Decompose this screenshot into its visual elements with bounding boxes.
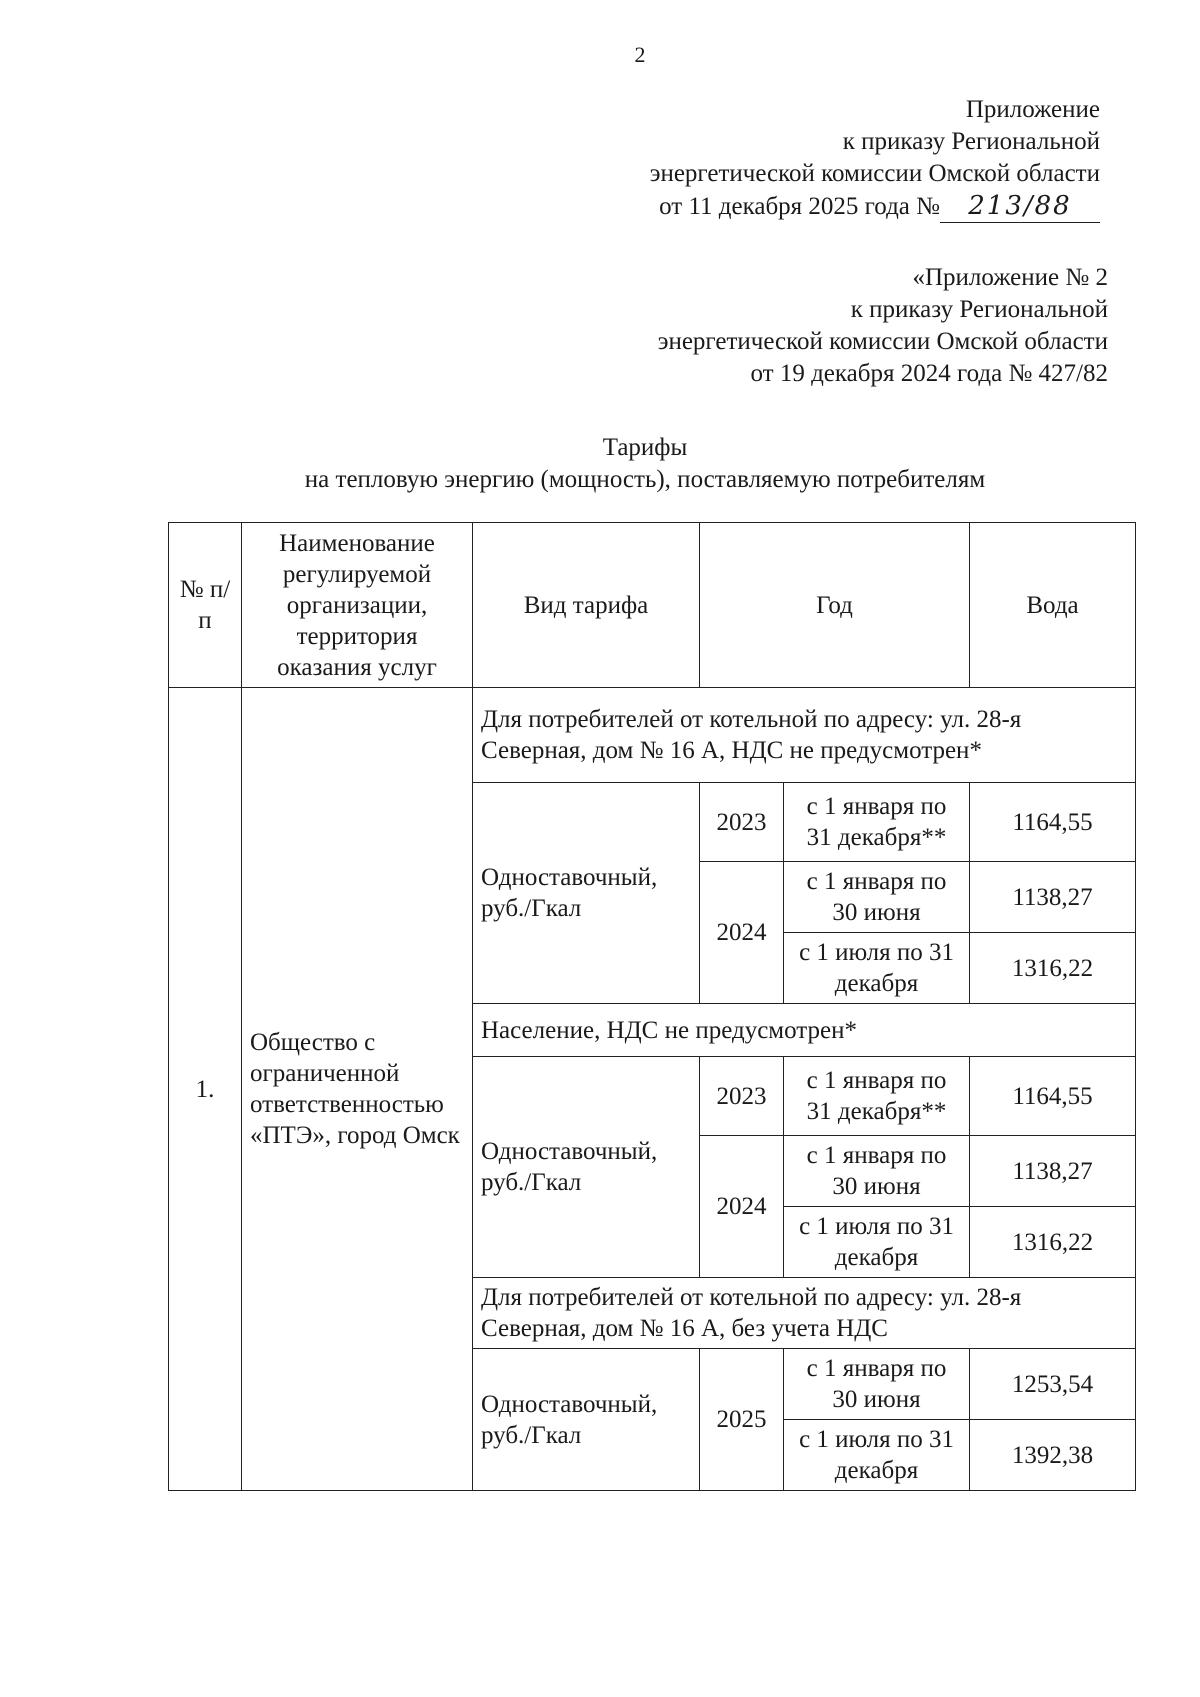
- period-cell: с 1 января по 31 декабря**: [784, 1057, 970, 1136]
- water-value-cell: 1164,55: [970, 783, 1136, 862]
- period-cell: с 1 июля по 31 декабря: [784, 933, 970, 1004]
- year-cell: 2025: [700, 1349, 784, 1491]
- organization-name: Общество с ограниченной ответственностью «ПТЭ», город Омск: [242, 688, 473, 1491]
- tariff-type-cell: Одноставочный, руб./Гкал: [473, 1057, 700, 1278]
- water-value-cell: 1138,27: [970, 1136, 1136, 1207]
- period-cell: с 1 июля по 31 декабря: [784, 1420, 970, 1491]
- water-value-cell: 1316,22: [970, 933, 1136, 1004]
- group-title: Население, НДС не предусмотрен*: [473, 1004, 1136, 1057]
- water-value-cell: 1392,38: [970, 1420, 1136, 1491]
- reference-header: [658, 262, 1108, 390]
- reference-line-3: энергетической комиссии Омской области: [657, 328, 1108, 355]
- appendix-date-prefix: от 11 декабря 2025 года №: [659, 193, 940, 220]
- header-water: Вода: [970, 523, 1136, 688]
- appendix-line-4: [650, 190, 1100, 223]
- water-value-cell: 1164,55: [970, 1057, 1136, 1136]
- appendix-line-1: Приложение: [965, 96, 1100, 123]
- table-header-row: [169, 523, 1136, 688]
- tariff-type-cell: Одноставочный, руб./Гкал: [473, 1349, 700, 1491]
- water-value-cell: 1253,54: [970, 1349, 1136, 1420]
- year-cell: 2024: [700, 1136, 784, 1278]
- header-tariff-type: Вид тарифа: [473, 523, 700, 688]
- header-organization: Наименование регулируемой организации, территория оказания услуг: [242, 523, 473, 688]
- tariff-type-cell: Одноставочный, руб./Гкал: [473, 783, 700, 1004]
- year-cell: 2023: [700, 1057, 784, 1136]
- period-cell: с 1 июля по 31 декабря: [784, 1207, 970, 1278]
- period-cell: с 1 января по 31 декабря**: [784, 783, 970, 862]
- group-title: Для потребителей от котельной по адресу: ул. 28-я Северная, дом № 16 А, без учета НДС: [473, 1278, 1136, 1349]
- document-title: [0, 432, 1200, 496]
- period-cell: с 1 января по 30 июня: [784, 1349, 970, 1420]
- handwritten-order-number: 213/88: [940, 190, 1100, 223]
- appendix-line-2: к приказу Региональной: [842, 128, 1100, 155]
- tariffs-table: [168, 522, 1136, 1491]
- year-cell: 2023: [700, 783, 784, 862]
- reference-line-2: к приказу Региональной: [850, 296, 1108, 323]
- group-title: Для потребителей от котельной по адресу: ул. 28-я Северная, дом № 16 А, НДС не предусмотрен*: [473, 688, 1136, 783]
- period-cell: с 1 января по 30 июня: [784, 862, 970, 933]
- table-row: [169, 688, 1136, 783]
- reference-line-4: от 19 декабря 2024 года № 427/82: [750, 360, 1108, 387]
- appendix-header: [650, 94, 1100, 223]
- reference-line-1: «Приложение № 2: [912, 264, 1108, 291]
- year-cell: 2024: [700, 862, 784, 1004]
- row-number: 1.: [169, 688, 242, 1491]
- page-number: 2: [634, 42, 646, 67]
- period-cell: с 1 января по 30 июня: [784, 1136, 970, 1207]
- header-number: № п/п: [169, 523, 242, 688]
- water-value-cell: 1316,22: [970, 1207, 1136, 1278]
- water-value-cell: 1138,27: [970, 862, 1136, 933]
- appendix-line-3: энергетической комиссии Омской области: [649, 160, 1100, 187]
- title-line-2: на тепловую энергию (мощность), поставляемую потребителям: [304, 466, 986, 493]
- title-line-1: Тарифы: [602, 434, 688, 461]
- header-year: Год: [700, 523, 970, 688]
